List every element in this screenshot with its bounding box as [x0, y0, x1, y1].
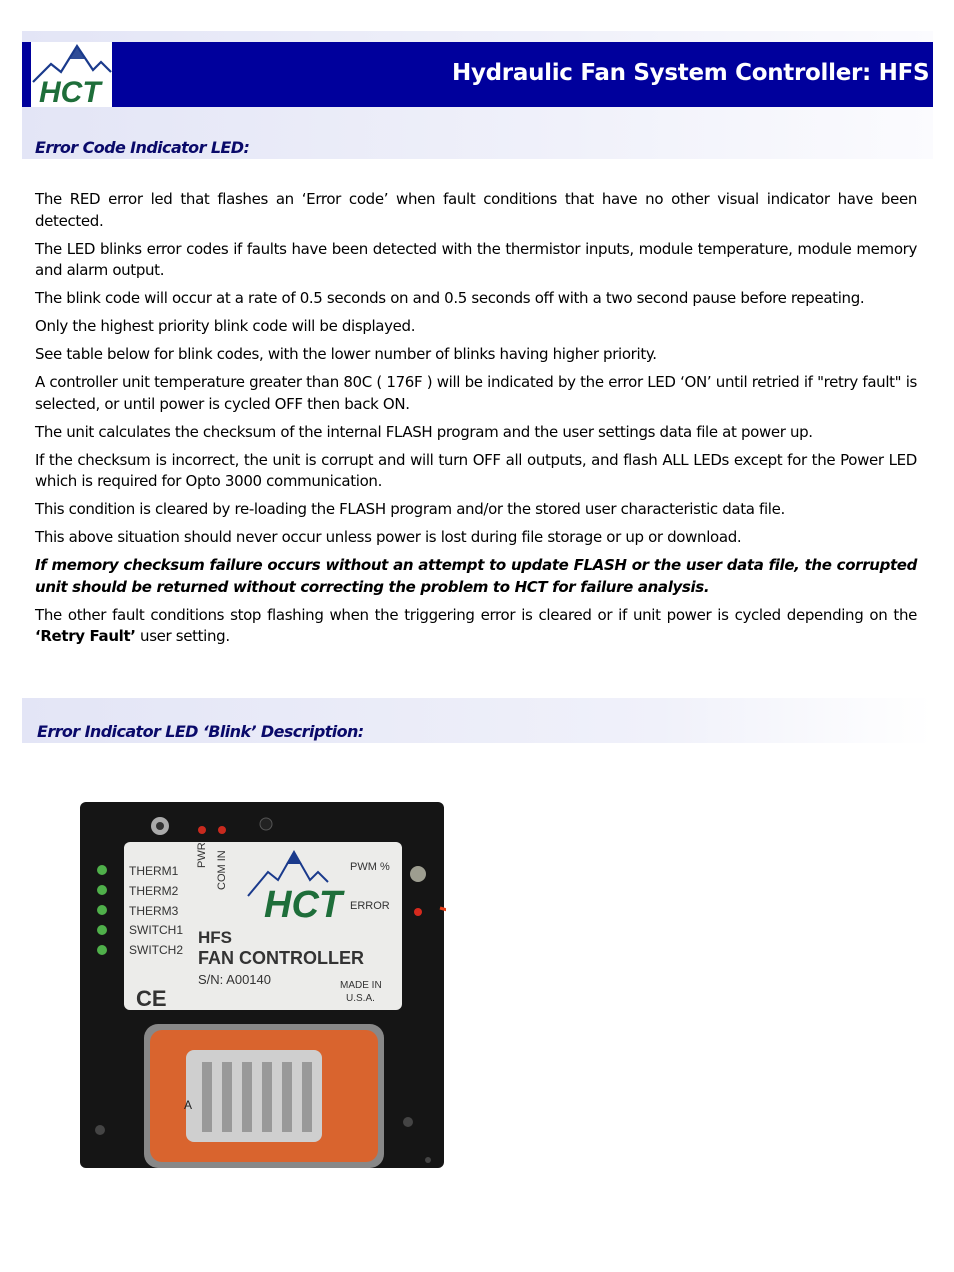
- paragraph: The unit calculates the checksum of the internal FLASH program and the user settings data file at power up.: [35, 422, 813, 441]
- paragraph: This condition is cleared by re-loading the FLASH program and/or the stored user characteristic data file.: [35, 500, 785, 518]
- paragraph: The RED error led that flashes an ‘Error code’ when fault conditions that have no other visual indicator have been detected.: [35, 190, 917, 230]
- switch2-label: SWITCH2: [129, 943, 183, 957]
- section-heading-error-code: Error Code Indicator LED:: [35, 138, 250, 157]
- paragraph: The LED blinks error codes if faults have been detected with the thermistor inputs, module temperature, module memory and alarm output.: [35, 239, 917, 279]
- made-in-country-label: U.S.A.: [346, 993, 375, 1004]
- section-body: [35, 189, 917, 654]
- device-logo-text: HCT: [264, 884, 343, 926]
- paragraph: This above situation should never occur unless power is lost during file storage or up or download.: [35, 528, 742, 546]
- model-label: HFS: [198, 928, 232, 947]
- therm2-label: THERM2: [129, 884, 179, 898]
- svg-text:HCT: HCT: [39, 76, 101, 107]
- controller-photo: [78, 800, 446, 1172]
- ce-mark: CE: [136, 986, 167, 1011]
- switch1-label: SWITCH1: [129, 923, 183, 937]
- paragraph: A controller unit temperature greater than 80C ( 176F ) will be indicated by the error LED ‘ON’ until retried if "retry fault" is selected, or until power is cycled OFF then back ON.: [35, 373, 917, 413]
- serial-label: S/N: A00140: [198, 972, 271, 987]
- hct-logo: [31, 42, 112, 107]
- mountain-logo-icon: [31, 42, 112, 107]
- paragraph: See table below for blink codes, with the lower number of blinks having higher priority.: [35, 345, 657, 363]
- therm1-label: THERM1: [129, 864, 179, 878]
- error-label: ERROR: [350, 900, 390, 912]
- warning-paragraph: If memory checksum failure occurs without an attempt to update FLASH or the user data file, the corrupted unit should be returned without correcting the problem to HCT for failure analysis.: [35, 556, 917, 596]
- pwr-label: PWR: [196, 842, 208, 868]
- paragraph: If the checksum is incorrect, the unit is corrupt and will turn OFF all outputs, and flash ALL LEDs except for the Power LED which is required for Opto 3000 communication.: [35, 450, 917, 490]
- section-heading-blink-description: Error Indicator LED ‘Blink’ Description:: [37, 722, 364, 741]
- paragraph: Only the highest priority blink code will be displayed.: [35, 317, 416, 335]
- therm3-label: THERM3: [129, 904, 179, 918]
- com-in-label: COM IN: [216, 850, 228, 890]
- made-in-label: MADE IN: [340, 980, 382, 991]
- text: The other fault conditions stop flashing when the triggering error is cleared or if unit power is cycled depending on the: [35, 605, 917, 624]
- product-label: FAN CONTROLLER: [198, 948, 364, 968]
- pwm-label: PWM %: [350, 861, 390, 873]
- text: user setting.: [135, 627, 230, 645]
- paragraph-retry-fault: [35, 605, 917, 648]
- retry-fault-term: ‘Retry Fault’: [35, 627, 136, 645]
- paragraph: The blink code will occur at a rate of 0.5 seconds on and 0.5 seconds off with a two second pause before repeating.: [35, 289, 865, 307]
- connector-mark: A: [184, 1098, 193, 1112]
- page-title: Hydraulic Fan System Controller: HFS: [452, 60, 930, 86]
